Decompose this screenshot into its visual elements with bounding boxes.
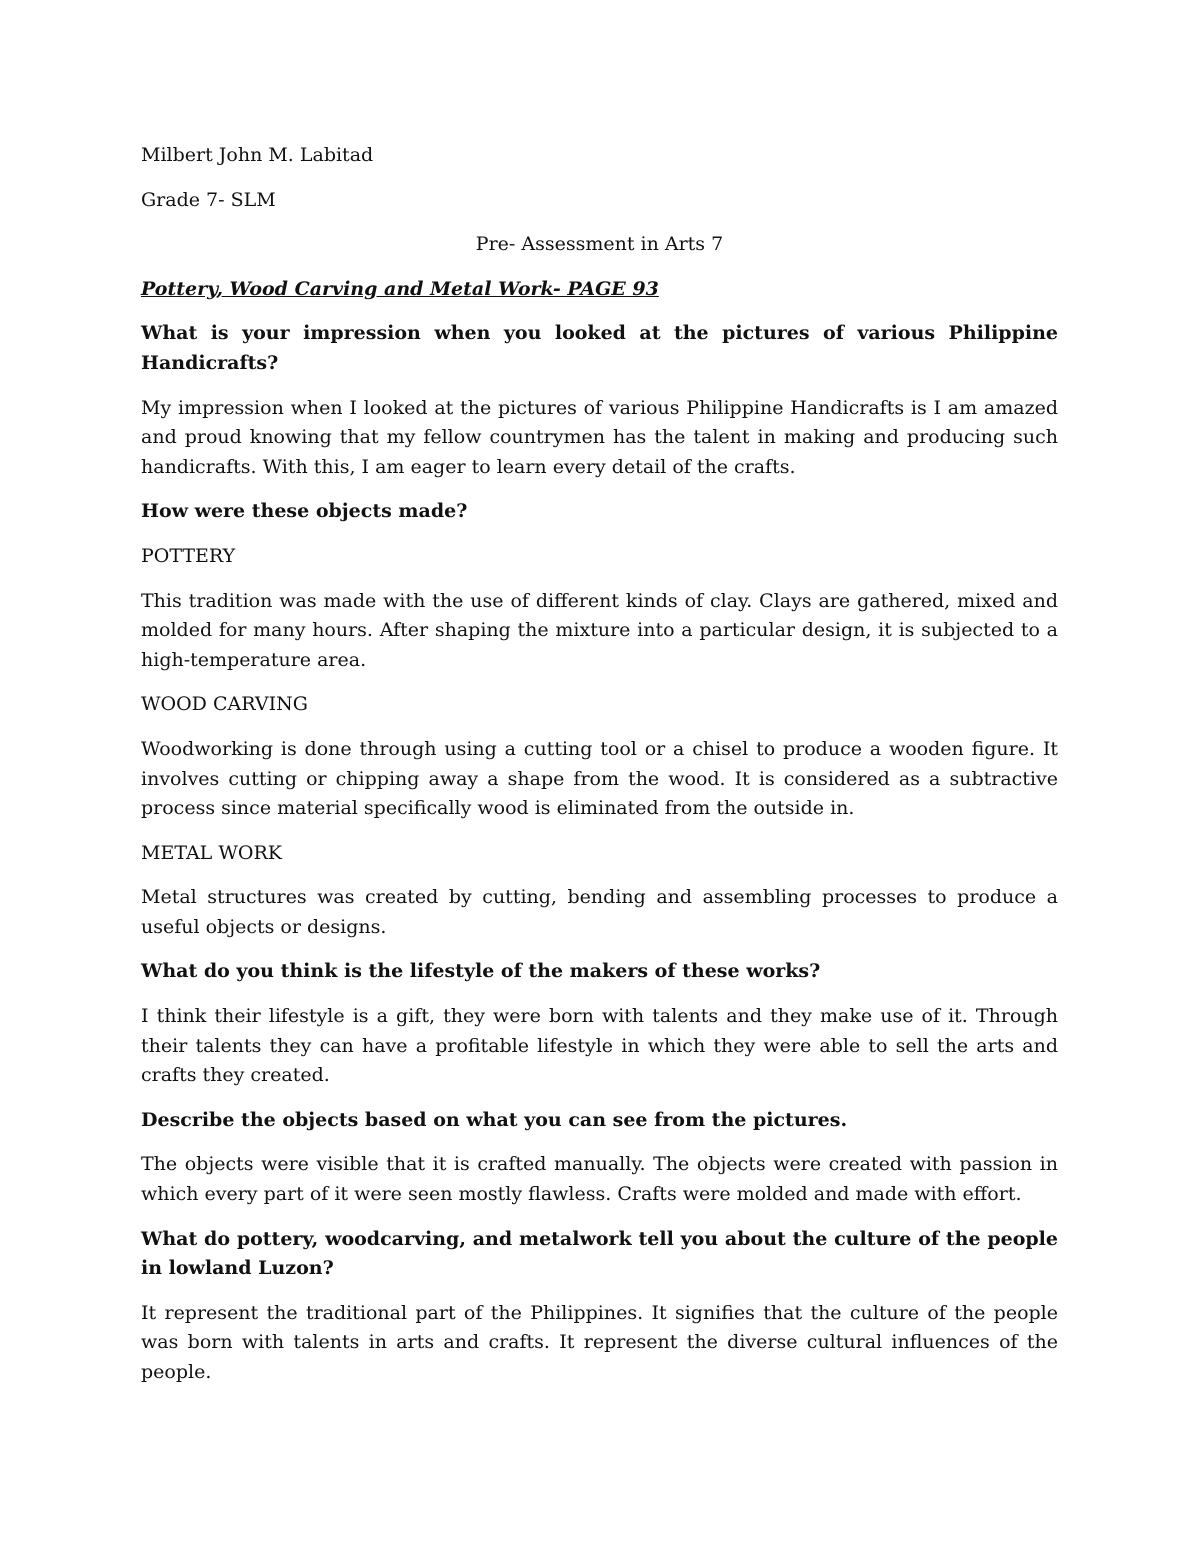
heading-metal-work: METAL WORK: [141, 841, 282, 864]
assessment-title: Pre- Assessment in Arts 7: [475, 233, 724, 256]
text-pottery: This tradition was made with the use of different kinds of clay. Clays are gathered, mixed and molded for many hours. After shaping the mixture into a particular design, it is subjected to a high-temperature area.: [141, 589, 1058, 671]
question-impression: What is your impression when you looked at the pictures of various Philippine Handicrafts?: [141, 322, 1058, 374]
document-page: [141, 141, 1058, 1388]
answer-describe-objects: The objects were visible that it is crafted manually. The objects were created with passion in which every part of it were seen mostly flawless. Crafts were molded and made with effort.: [141, 1153, 1058, 1206]
question-how-made: How were these objects made?: [141, 500, 468, 523]
topic-title: Pottery, Wood Carving and Metal Work- PAGE 93: [141, 277, 659, 300]
answer-impression: My impression when I looked at the pictures of various Philippine Handicrafts is I am amazed and proud knowing that my fellow countrymen has the talent in making and producing such handicrafts. With this, I am eager to learn every detail of the crafts.: [141, 396, 1058, 478]
answer-lifestyle: I think their lifestyle is a gift, they were born with talents and they make use of it. Through their talents they can have a profitable lifestyle in which they were able to sell the arts and crafts they created.: [141, 1005, 1058, 1087]
question-culture: What do pottery, woodcarving, and metalwork tell you about the culture of the people in lowland Luzon?: [141, 1227, 1058, 1280]
heading-wood-carving: WOOD CARVING: [141, 693, 308, 716]
question-describe-objects: Describe the objects based on what you can see from the pictures.: [141, 1108, 848, 1131]
answer-culture: It represent the traditional part of the Philippines. It signifies that the culture of the people was born with talents in arts and crafts. It represent the diverse cultural influences of the people.: [141, 1301, 1058, 1383]
student-name: Milbert John M. Labitad: [141, 144, 374, 166]
text-metal-work: Metal structures was created by cutting, bending and assembling processes to produce a useful objects or designs.: [141, 886, 1058, 938]
question-lifestyle: What do you think is the lifestyle of the makers of these works?: [141, 960, 821, 983]
heading-pottery: POTTERY: [141, 544, 236, 567]
grade-section: Grade 7- SLM: [141, 188, 276, 211]
text-wood-carving: Woodworking is done through using a cutting tool or a chisel to produce a wooden figure. It involves cutting or chipping away a shape from the wood. It is considered as a subtractive process since material specifically wood is eliminated from the outside in.: [141, 737, 1058, 820]
